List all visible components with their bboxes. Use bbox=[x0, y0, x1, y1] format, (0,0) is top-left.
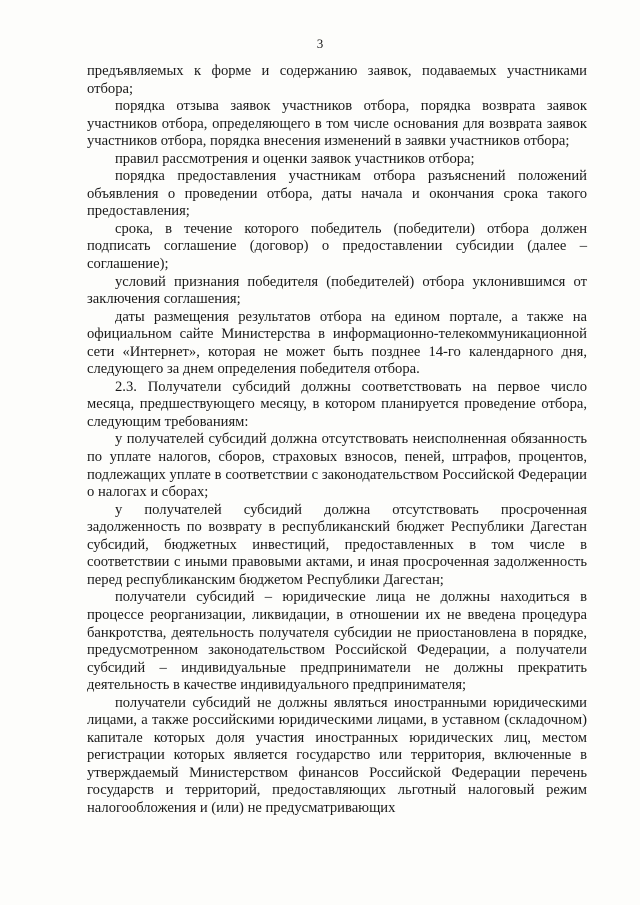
paragraph: получатели субсидий – юридические лица не должны находиться в процессе реорганизации, ликвидации, в отношении их не введена процедура банкротства, деятельность получателя субсидии не приостановлена в порядке, предусмотренном законодательством Российской Федерации, а получатели субсидий – индивидуальные предприниматели не должны прекратить деятельность в качестве индивидуального предпринимателя; bbox=[87, 589, 587, 694]
paragraph: получатели субсидий не должны являться иностранными юридическими лицами, а также российскими юридическими лицами, в уставном (складочном) капитале которых доля участия иностранных юридических лиц, местом регистрации которых является государство или территория, включенные в утверждаемый Министерством финансов Российской Федерации перечень государств и территорий, предоставляющих льготный налоговый режим налогообложения и (или) не предусматривающих bbox=[87, 694, 587, 816]
document-body bbox=[87, 63, 587, 818]
paragraph: даты размещения результатов отбора на едином портале, а также на официальном сайте Министерства в информационно-телекоммуникационной сети «Интернет», которая не может быть позднее 14-го календарного дня, следующего за днем определения победителя отбора. bbox=[87, 308, 587, 378]
page-number: 3 bbox=[316, 36, 324, 51]
paragraph: срока, в течение которого победитель (победители) отбора должен подписать соглашение (договор) о предоставлении субсидии (далее – соглашение); bbox=[87, 220, 587, 273]
paragraph: порядка отзыва заявок участников отбора, порядка возврата заявок участников отбора, определяющего в том числе основания для возврата заявок участников отбора, порядка внесения изменений в заявки участников отбора; bbox=[87, 98, 587, 150]
paragraph: порядка предоставления участникам отбора разъяснений положений объявления о проведении отбора, даты начала и окончания срока такого предоставления; bbox=[87, 168, 587, 220]
paragraph: правил рассмотрения и оценки заявок участников отбора; bbox=[115, 150, 475, 167]
paragraph: у получателей субсидий должна отсутствовать неисполненная обязанность по уплате налогов, сборов, страховых взносов, пеней, штрафов, процентов, подлежащих уплате в соответствии с законодательством Российской Федерации о налогах и сборах; bbox=[87, 431, 587, 501]
paragraph: у получателей субсидий должна отсутствовать просроченная задолженность по возврату в республиканский бюджет Республики Дагестан субсидий, бюджетных инвестиций, предоставленных в том числе в соответствии с иными правовыми актами, и иная просроченная задолженность перед республиканским бюджетом Республики Дагестан; bbox=[87, 501, 587, 588]
paragraph: предъявляемых к форме и содержанию заявок, подаваемых участниками отбора; bbox=[87, 63, 587, 97]
paragraph: условий признания победителя (победителей) отбора уклонившимся от заключения соглашения; bbox=[87, 273, 587, 308]
section-paragraph: 2.3. Получатели субсидий должны соответствовать на первое число месяца, предшествующего месяцу, в котором планируется проведение отбора, следующим требованиям: bbox=[87, 378, 587, 430]
